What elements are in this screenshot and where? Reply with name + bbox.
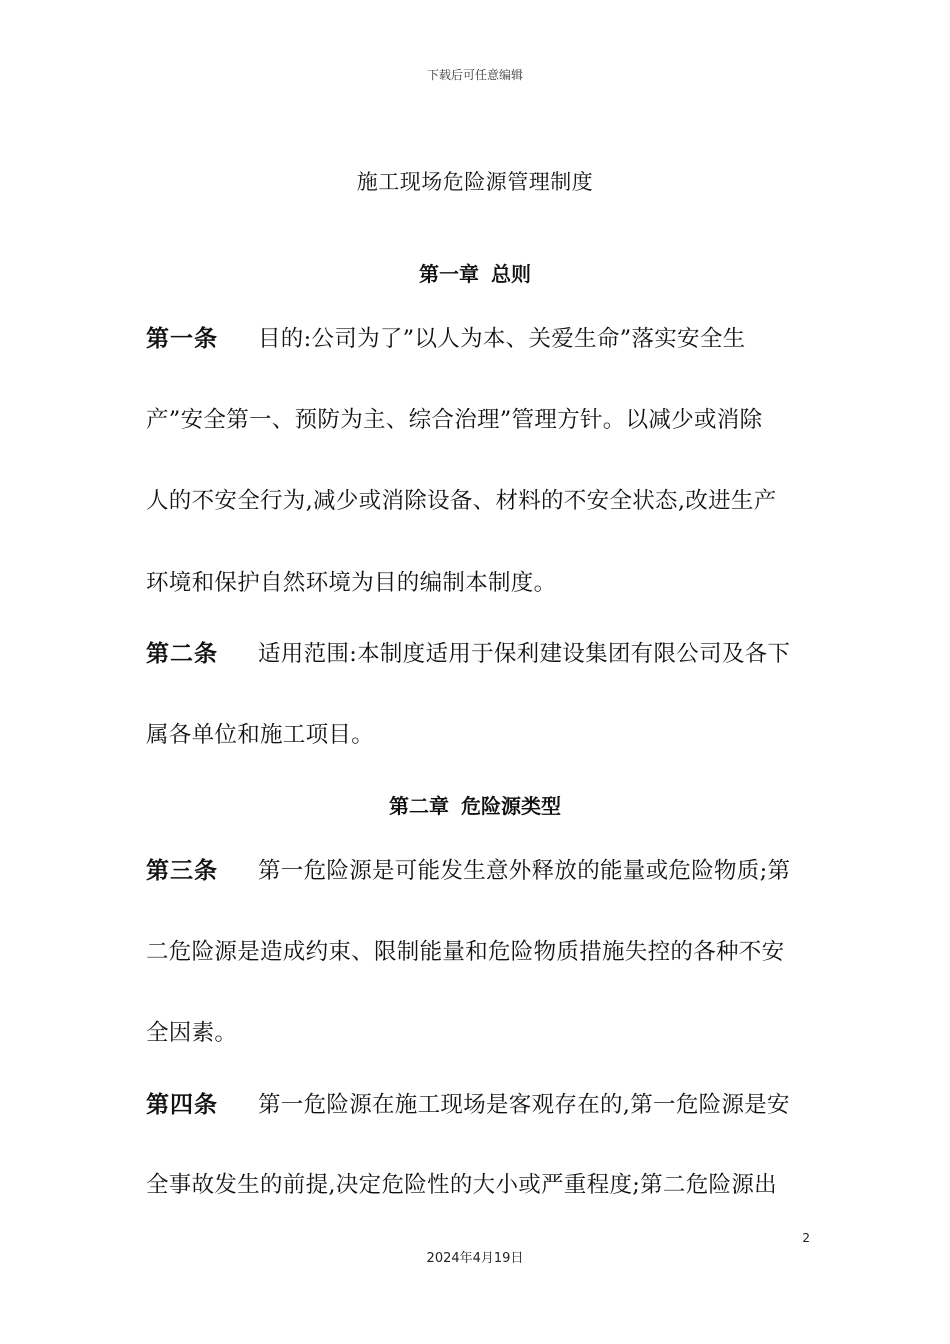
article-4-text-1: 第一危险源在施工现场是客观存在的,第一危险源是安 (258, 1092, 790, 1118)
document-title: 施工现场危险源管理制度 (356, 170, 594, 194)
article-3-line-1 (146, 856, 806, 886)
footer-date: 2024年4月19日 (426, 1251, 524, 1266)
article-3-label: 第三条 (146, 858, 218, 884)
article-2-label: 第二条 (146, 641, 218, 667)
article-4-line-2: 全事故发生的前提,决定危险性的大小或严重程度;第二危险源出 (146, 1172, 777, 1198)
article-1-line-3: 人的不安全行为,减少或消除设备、材料的不安全状态,改进生产 (146, 488, 777, 514)
article-2-text-1: 适用范围:本制度适用于保利建设集团有限公司及各下 (258, 641, 791, 667)
article-3-text-1: 第一危险源是可能发生意外释放的能量或危险物质;第 (258, 858, 791, 884)
article-1-label: 第一条 (146, 326, 218, 352)
article-1-line-1 (146, 324, 806, 354)
page-number: 2 (802, 1231, 810, 1245)
chapter-1-label: 第一章 (419, 262, 479, 286)
chapter-2-heading (0, 790, 950, 819)
chapter-1-heading (0, 258, 950, 287)
article-4-line-1 (146, 1090, 806, 1120)
article-1-line-2: 产”安全第一、预防为主、综合治理”管理方针。以减少或消除 (146, 407, 763, 433)
article-2-line-2: 属各单位和施工项目。 (146, 722, 375, 748)
chapter-2-name: 危险源类型 (461, 794, 561, 818)
article-3-line-3: 全因素。 (146, 1020, 238, 1046)
article-1-line-4: 环境和保护自然环境为目的编制本制度。 (146, 570, 557, 596)
page-header: 下载后可任意编辑 (426, 68, 523, 82)
article-2-line-1 (146, 639, 806, 669)
article-4-label: 第四条 (146, 1092, 218, 1118)
article-3-line-2: 二危险源是造成约束、限制能量和危险物质措施失控的各种不安 (146, 939, 785, 965)
chapter-2-label: 第二章 (389, 794, 449, 818)
chapter-1-name: 总则 (491, 262, 531, 286)
article-1-text-1: 目的:公司为了”以人为本、关爱生命”落实安全生 (258, 326, 746, 352)
